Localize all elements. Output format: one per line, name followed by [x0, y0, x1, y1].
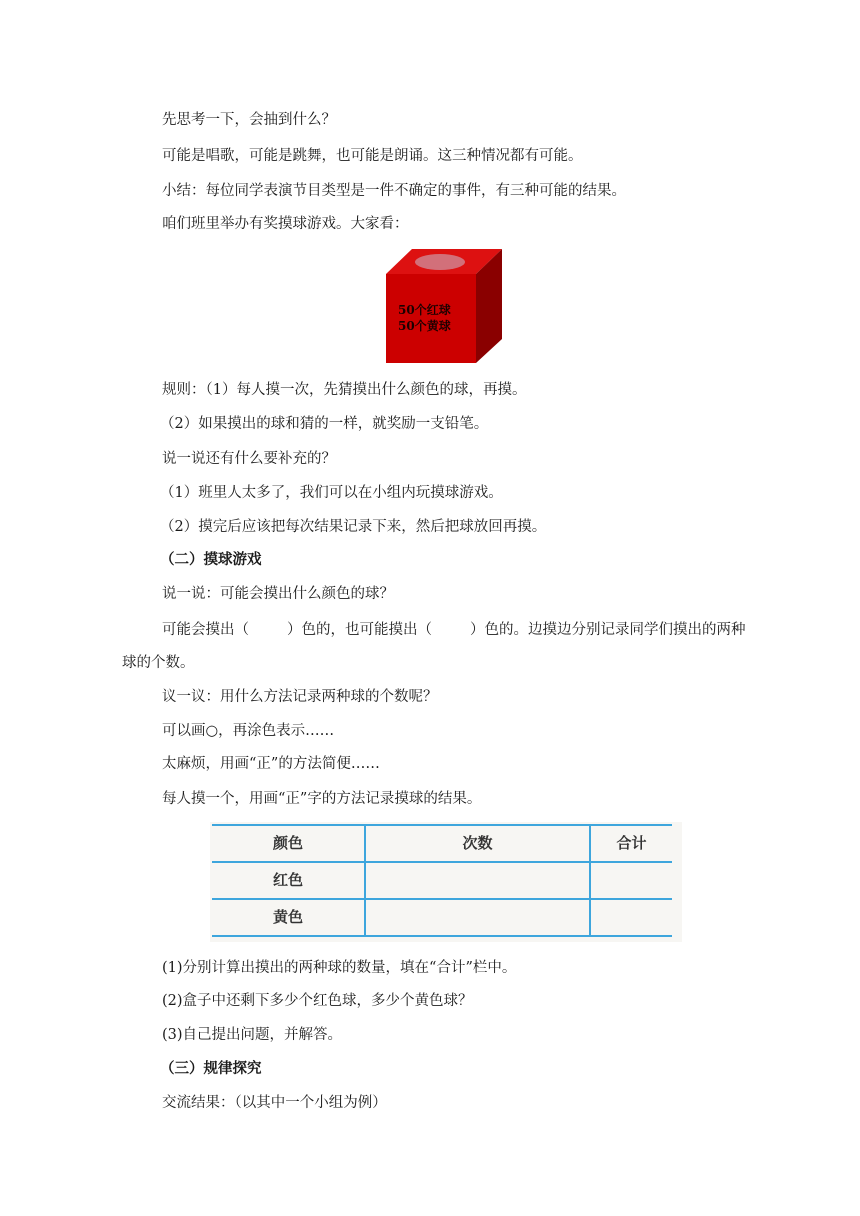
box-label-red: 50个红球 [398, 303, 451, 317]
text-line-16: 交流结果：（以其中一个小组为例） [162, 1095, 387, 1111]
text-line-2: 可能是唱歌，可能是跳舞，也可能是朗诵。这三种情况都有可能。 [162, 148, 583, 164]
rule-line-2: （2）如果摸出的球和猜的一样，就奖励一支铅笔。 [160, 416, 489, 432]
fill-blank-part-b: ）色的，也可能摸出（ [287, 622, 432, 638]
text-line-7: 说一说还有什么要补充的？ [162, 451, 336, 467]
table-row-yellow-label: 黄色 [272, 908, 303, 926]
table-header-count: 次数 [462, 834, 493, 852]
text-line-1: 先思考一下，会抽到什么？ [162, 112, 336, 128]
question-2: (2)盒子中还剩下多少个红色球，多少个黄色球？ [162, 993, 473, 1009]
rule-line-1: 规则：（1）每人摸一次，先猜摸出什么颜色的球，再摸。 [162, 382, 527, 398]
text-line-4: 咱们班里举办有奖摸球游戏。大家看： [162, 216, 409, 232]
box-hole [415, 254, 465, 270]
table-rule [212, 898, 672, 900]
question-3: (3)自己提出问题，并解答。 [162, 1027, 343, 1043]
table-rule [212, 824, 672, 826]
text-line-15: 每人摸一个，用画“正”字的方法记录摸球的结果。 [162, 791, 482, 807]
fill-blank-part-a: 可能会摸出（ [162, 622, 249, 638]
section-heading-3: （三）规律探究 [160, 1060, 262, 1077]
supplement-line-1: （1）班里人太多了，我们可以在小组内玩摸球游戏。 [160, 485, 503, 501]
text-line-11 [162, 620, 746, 640]
text-line-10: 说一说：可能会摸出什么颜色的球？ [162, 586, 394, 602]
question-1: (1)分别计算出摸出的两种球的数量，填在“合计”栏中。 [162, 960, 517, 976]
table-rule [212, 861, 672, 863]
supplement-line-2: （2）摸完后应该把每次结果记录下来，然后把球放回再摸。 [160, 519, 547, 535]
text-line-12: 议一议：用什么方法记录两种球的个数呢？ [162, 689, 438, 705]
box-label-yellow: 50个黄球 [398, 319, 451, 333]
table-rule [212, 935, 672, 937]
table-header-total: 合计 [616, 834, 647, 852]
text-line-13: 可以画○，再涂色表示…… [162, 723, 335, 739]
text-line-3: 小结：每位同学表演节目类型是一件不确定的事件，有三种可能的结果。 [162, 183, 626, 199]
tally-table [210, 822, 682, 942]
section-heading-2: （二）摸球游戏 [160, 551, 262, 568]
table-row-red-label: 红色 [272, 871, 303, 889]
table-header-color: 颜色 [272, 834, 303, 852]
fill-blank-part-c: ）色的。边摸边分别记录同学们摸出的两种 [470, 622, 746, 638]
ball-box-image [384, 247, 505, 366]
text-line-11-wrap: 球的个数。 [122, 655, 195, 671]
text-line-14: 太麻烦，用画“正”的方法简便…… [162, 756, 380, 772]
